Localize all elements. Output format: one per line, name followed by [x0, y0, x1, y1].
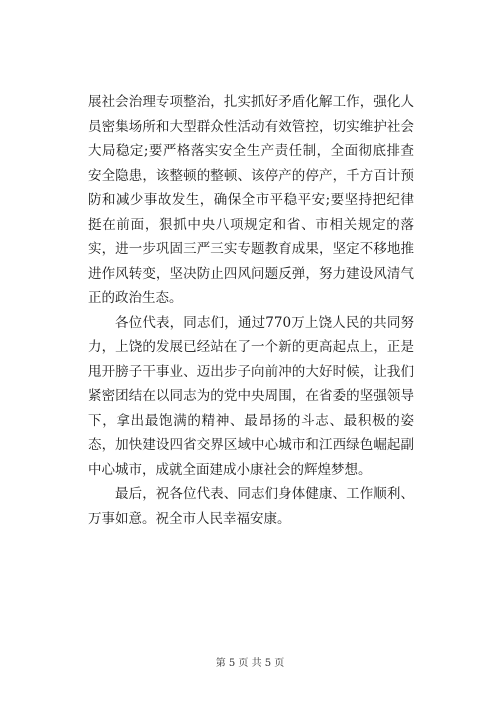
paragraph-1: 展社会治理专项整治，扎实抓好矛盾化解工作，强化人员密集场所和大型群众性活动有效管控，切实维护社会大局稳定;要严格落实安全生产责任制，全面彻底排查安全隐患，该整顿的整顿、该停产的停产，千方百计预防和减少事故发生，确保全市平稳平安;要坚持把纪律挺在前面，狠抓中央八项规定和省、市相关规定的落实，进一步巩固三严三实专题教育成果，坚定不移地推进作风转变，坚决防止四风问题反弹，努力建设风清气正的政治生态。 [88, 94, 414, 306]
document-body [88, 90, 414, 531]
paragraph-3: 最后，祝各位代表、同志们身体健康、工作顺利、万事如意。祝全市人民幸福安康。 [88, 486, 414, 527]
page-number-footer: 第 5 页 共 5 页 [215, 658, 285, 669]
paragraph-2: 各位代表，同志们，通过770万上饶人民的共同努力，上饶的发展已经站在了一个新的更高起点上，正是甩开膀子干事业、迈出步子向前冲的大好时候，让我们紧密团结在以同志为的党中央周围，在省委的坚强领导下，拿出最饱满的精神、最昂扬的斗志、最积极的姿态，加快建设四省交界区域中心城市和江西绿色崛起副中心城市，成就全面建成小康社会的辉煌梦想。 [88, 314, 414, 478]
